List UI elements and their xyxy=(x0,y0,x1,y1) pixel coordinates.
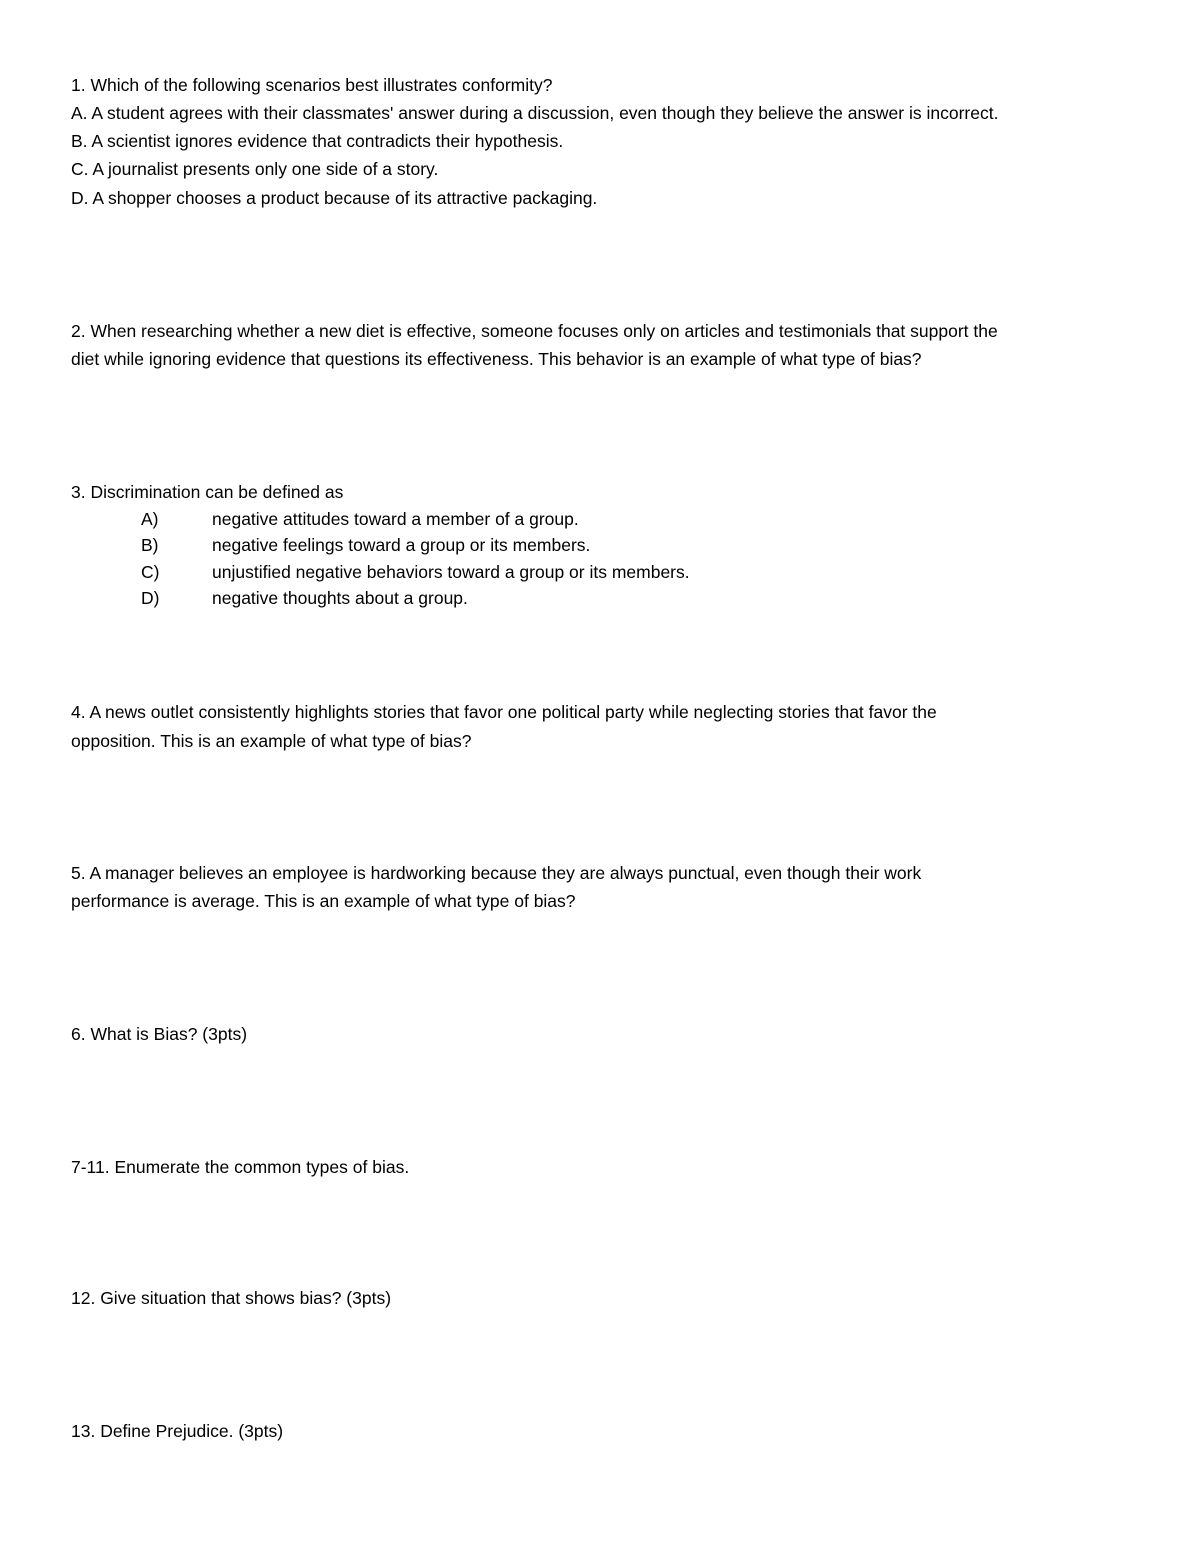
q4-line-1: 4. A news outlet consistently highlights stories that favor one political party while neglecting stories that favor the xyxy=(71,702,937,722)
q3-option-a-letter: A) xyxy=(141,509,159,529)
q1-option-c: C. A journalist presents only one side of a story. xyxy=(71,159,439,179)
q1-option-b: B. A scientist ignores evidence that contradicts their hypothesis. xyxy=(71,131,564,151)
q2-line-2: diet while ignoring evidence that questions its effectiveness. This behavior is an example of what type of bias? xyxy=(71,349,922,369)
q3-question: 3. Discrimination can be defined as xyxy=(71,482,344,502)
q5-line-1: 5. A manager believes an employee is hardworking because they are always punctual, even though their work xyxy=(71,863,922,883)
q3-option-b-letter: B) xyxy=(141,535,159,555)
q1-option-a: A. A student agrees with their classmates' answer during a discussion, even though they believe the answer is incorrect. xyxy=(71,103,999,123)
q3-option-d-letter: D) xyxy=(141,588,160,608)
q5-line-2: performance is average. This is an example of what type of bias? xyxy=(71,891,576,911)
q4-line-2: opposition. This is an example of what type of bias? xyxy=(71,731,472,751)
q3-option-c-text: unjustified negative behaviors toward a group or its members. xyxy=(212,562,690,582)
q7-11-question: 7-11. Enumerate the common types of bias. xyxy=(71,1157,410,1177)
q3-option-c-letter: C) xyxy=(141,562,160,582)
q12-question: 12. Give situation that shows bias? (3pts) xyxy=(71,1288,392,1308)
q3-option-d-text: negative thoughts about a group. xyxy=(212,588,468,608)
q3-option-a-text: negative attitudes toward a member of a group. xyxy=(212,509,579,529)
q3-option-b-text: negative feelings toward a group or its members. xyxy=(212,535,591,555)
q13-question: 13. Define Prejudice. (3pts) xyxy=(71,1421,284,1441)
q2-line-1: 2. When researching whether a new diet is effective, someone focuses only on articles and testimonials that support the xyxy=(71,321,998,341)
q6-question: 6. What is Bias? (3pts) xyxy=(71,1024,248,1044)
q1-question: 1. Which of the following scenarios best illustrates conformity? xyxy=(71,75,553,95)
q1-option-d: D. A shopper chooses a product because of its attractive packaging. xyxy=(71,188,598,208)
